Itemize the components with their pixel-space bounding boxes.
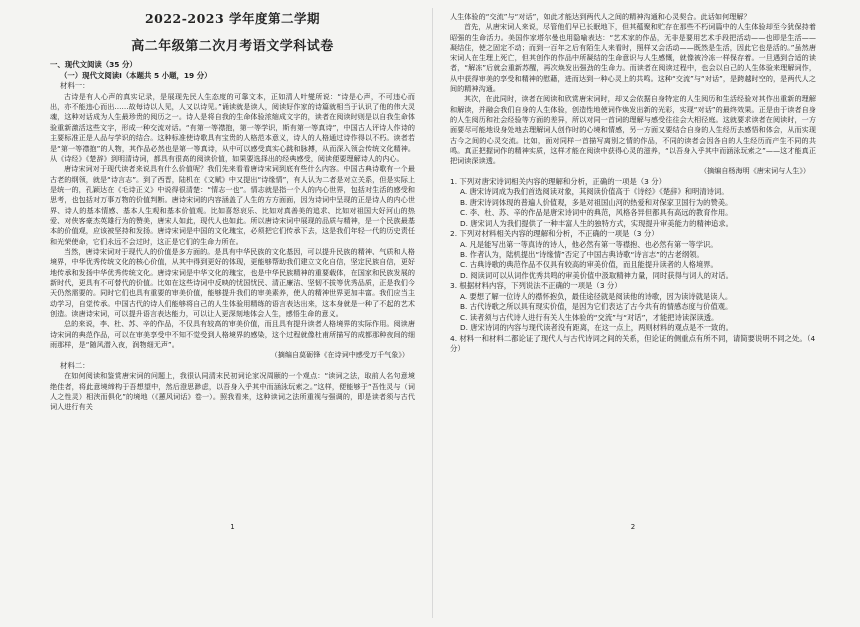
question-stem: 4. 材料一和材料二都论证了现代人与古代诗词之间的关系，但论证的侧重点有所不同，请简要说明不同之处。（4 分） (450, 333, 816, 354)
paragraph: 总的来说，李、杜、苏、辛的作品，不仅具有较高的审美价值，而且具有提升读者人格境界的实际作用。阅读唐诗宋词的典范作品，可以在审美享受中不知不觉受到人格境界的感染，这个过程就像杜甫所描写的成都那种夜间的细雨那样，是“随风潜入夜，润物细无声”。 (50, 319, 415, 350)
paragraph: 首先，从唐宋词人来说，尽管他们早已长眠地下，但其蕴聚和贮存在那些不朽词篇中的人生体验却至今犹保持着昭强的生命活力。美国作家塔尔曼也用隐喻表达：“艺术家的作品，无非是要用艺术手段把活动——也即是生活——凝结住，使之固定不动；而到一百年之后有陌生人来看时，照样又会活动——既然是生活，因此它也是活的。”虽然唐宋词人在生理上死亡，但其创作的作品中所凝结的生命意识与人生感慨，就像被冷冻一样保存着。一旦遇到合适的读者，“解冻”后就会重新苏醒，再次焕发出强劲的生命力。而读者在阅读过程中，也会以自己的人生体验来理解词作，从中获得审美的享受和精神的慰藉，进而达到一种心灵上的共鸣。这种“交流”与“对话”，是跨越时空的，是两代人之间的精神沟通。 (450, 22, 816, 94)
exam-year-title: 2022-2023 学年度第二学期 (144, 11, 321, 26)
option-c: C. 李、杜、苏、辛的作品是唐宋诗词中的典范，风格各异但都具有高远的教育作用。 (460, 208, 733, 218)
option-a: A. 凡是能写出第一等真诗的诗人，他必然有第一等襟抱、也必然有第一等学识。 (460, 239, 718, 249)
page-one (50, 0, 415, 627)
paragraph: 唐诗宋词对于现代读者来说具有什么价值呢？我们先来看看唐诗宋词到底有些什么内容。中国古典诗歌有一个最古老的纲领，就是“诗言志”。到了西晋，陆机在《文赋》中又提出“诗缘情”，有人认为二者是对立关系，但是实际上是统一的，孔颖达在《毛诗正义》中说得很清楚：“情志一也”。情志就是指一个人的内心世界，包括对生活的感受和思考，也包括对万事万物的价值判断。唐诗宋词的内容涵盖了人生的方方面面，因为诗词中呈现的正是诗人的内心世界、诗人的基本情感、基本人生观和基本价值观。比如喜怒哀乐、比如对真善美的追求、比如对祖国大好河山的热爱、对侠客豪杰英雄行为的赞美，唐宋人如此，现代人也如此。所以唐诗宋词中展现的品质与精神，是一个民族最基本的价值观，应该被坚持和发扬。唐诗宋词是中国的文化瑰宝，必须把它们传承下去，这是我们年轻一代的历史责任和光荣使命，它们永远不会过时，这正是它们的生命力所在。 (50, 164, 415, 246)
citation-two: （摘编自杨海明《唐宋词与人生》） (700, 166, 810, 176)
page-number: 1 (230, 523, 235, 531)
question-1 (450, 177, 816, 229)
question-stem: 3. 根据材料内容，下列说法不正确的一项是（3 分） (450, 281, 622, 291)
option-c: C. 读者须与古代诗人进行有关人生体验的“交流”与“对话”，才能把诗读深读透。 (460, 312, 719, 322)
page-two (450, 0, 816, 627)
material-two-label: 材料二： (60, 360, 90, 370)
question-3 (450, 281, 816, 333)
paragraph: 其次，在此同时，读者在阅读和欣赏唐宋词时，却又会依据自身特定的人生阅历和生活经验对其作出重新的理解和解读，并融会我们自身的人生体验，创造性地使词作焕发出新的光彩，实现“对话”的最终效果。正是由于读者自身的人生阅历和社会经验等方面的差异，所以对同一首词的理解与感受往往会大相径庭。这就要求读者在阅读时，一方面要尽可能地设身处地去理解词人创作时的心境和情感，另一方面又要结合自身的人生经历去感悟和体会，从而实现古今之间的心灵交流。比如，面对同样一首描写离别之情的作品，不同的读者会因各自的人生经历而产生不同的共鸣。真正把握词作的精神实质，这样才能在阅读中获得心灵的滋养，“以吾身入乎其中而涵泳玩索之”——这才能真正把词读深读透。 (450, 94, 816, 166)
paragraph: 在如何阅读和鉴赏唐宋词的问题上，我很认同清末民初词论家况周颐的一个观点：“读词之法，取前人名句意境绝佳者，将此意境缔构于吾想望中，然后澄思渺虑，以吾身入乎其中而涵泳玩索之。”这样，便能够于“吾性灵与（词人之性灵）相浃而俱化”的境地（《蕙风词话》卷一）。照我看来，这种读词之法所重视与强调的，即是读者须与古代词人进行有关 (50, 371, 415, 412)
subsection-heading: （一）现代文阅读Ⅰ（本题共 5 小题，19 分） (60, 70, 212, 80)
option-a: A. 要想了解一位诗人的襟怀抱负，最佳途径就是阅读他的诗歌，因为读诗就是读人。 (460, 291, 733, 301)
option-d: D. 阅读词可以从词作优秀共鸣的审美价值中汲取精神力量，同时获得与词人的对话。 (460, 270, 733, 280)
question-stem: 2. 下列对材料相关内容的理解和分析，不正确的一项是（3 分） (450, 229, 659, 239)
option-b: B. 古代诗歌之所以具有现实价值，是因为它们表达了古今共有的情感态度与价值观。 (460, 302, 733, 312)
page-divider (432, 8, 433, 618)
question-stem: 1. 下列对唐宋诗词相关内容的理解和分析，正确的一项是（3 分） (450, 176, 667, 186)
paragraph: 古诗是有人心声的真实记录，是展现先民人生态度的可靠文本，正如清人叶燮所说：“诗是心声，不可违心而出，亦不能违心而出……故每诗以人见，人又以诗见。”诵读就是读人，阅读好作家的诗篇就相当于认识了他的伟大灵魂，这种对话成为人生最珍贵的阅历之一。诗人是将自我的生命体验浓缩成文字的，读者在阅读时则是以自我生命体验重新激活这些文字，形成一种交流对话。“有第一等襟抱，第一等学识，斯有第一等真诗”，中国古人评诗人作诗的主要标准正是人品与学识的结合。这种标准使诗歌具有宝贵的人格范本意义，诗人的人格通过诗作得以不朽。读者若是“第一等襟抱”的人物，其作品必然也是第一等真诗，从中可以感受真实心跳和脉搏，从而深入领会传统文化精神。从《诗经》《楚辞》到明清诗词，都具有很高的阅读价值，如果要选择出的经典感受，阅读便要理解诗人的内心。 (50, 91, 415, 163)
question-2 (450, 229, 816, 281)
option-c: C. 古典诗歌的典范作品不仅具有较高的审美价值，而且能提升读者的人格境界。 (460, 260, 718, 270)
paragraph: 人生体验的“交流”与“对话”，如此才能达到两代人之间的精神沟通和心灵契合。此话如何理解？ (450, 12, 751, 21)
citation-one: （摘编自莫砺锋《在诗词中感受万千气象》） (270, 350, 409, 360)
page-number: 2 (630, 523, 636, 531)
question-4 (450, 334, 816, 355)
section-heading: 一、现代文阅读（35 分） (50, 60, 137, 69)
option-b: B. 唐宋诗词体现的普遍人价值观，多是对祖国山河的热爱和对保家卫国行为的赞美。 (460, 197, 733, 207)
option-a: A. 唐宋诗词成为我们首选阅读对象，其阅读价值高于《诗经》《楚辞》和明清诗词。 (460, 187, 729, 197)
option-b: B. 作者认为，陆机提出“诗缘情”否定了中国古典诗歌“诗言志”的古老纲领。 (460, 250, 704, 260)
option-d: D. 唐宋诗词的内容与现代读者没有距离，在这一点上，两则材料的观点是不一致的。 (460, 323, 733, 333)
exam-main-title: 高二年级第二次月考语文学科试卷 (131, 39, 334, 54)
option-d: D. 唐宋词人为我们提供了一种丰富人生的独特方式，实现提升审美能力的精神追求。 (460, 218, 733, 228)
paragraph: 当然，唐诗宋词对于现代人的价值是多方面的。是具有中华民族的文化基因，可以提升民族的精神、气质和人格境界，中华优秀传统文化的核心价值，从其中得到更好的体现，更能够帮助我们建立文化自信，坚定民族自信，更好地传承和发扬中华优秀传统文化。唐诗宋词是中华文化的瑰宝，也是中华民族精神的重要载体，在国家和民族发展的新时代，更具有不可替代的价值。比如在这些诗词中反映的忧国忧民、清正廉洁、坚韧不拔等优秀品质，正是我们今天仍然需要的。同时它们也具有重要的审美价值，能够提升我们的审美素养，使人的精神世界更加丰富。我们应当主动学习，自觉传承。中国古代的诗人们能够将自己的人生体验用精练的语言表达出来，这本身就是一种了不起的艺术创造。读唐诗宋词，可以提升语言表达能力，可以让人更深刻地体会人生，感悟生命的意义。 (50, 246, 415, 318)
material-one-label: 材料一： (60, 81, 90, 91)
